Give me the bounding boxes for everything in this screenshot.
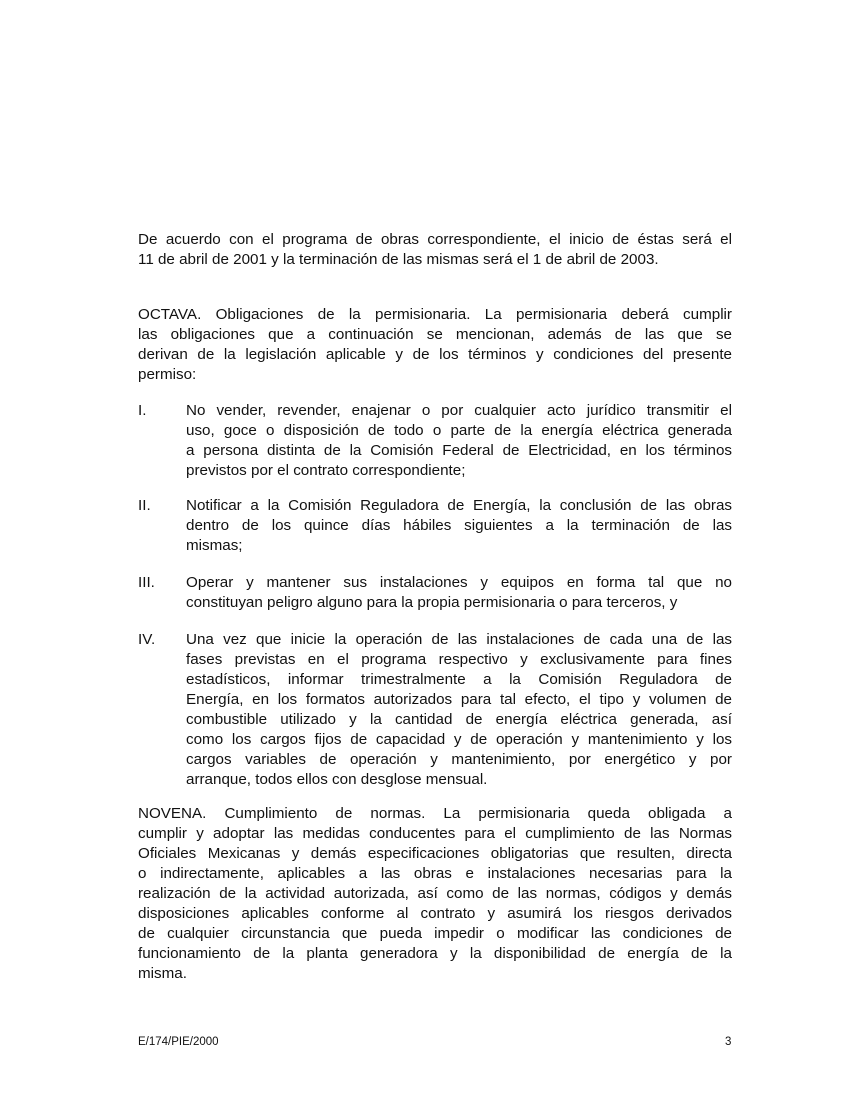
text-line: previstos por el contrato correspondiente; — [186, 462, 466, 479]
text-line: o indirectamente, aplicables a las obras e instalaciones necesarias para la — [138, 865, 732, 882]
text-line: estadísticos, informar trimestralmente a la Comisión Reguladora de — [186, 671, 732, 688]
list-item-number: IV. — [138, 631, 156, 648]
text-line: de cualquier circunstancia que pueda impedir o modificar las condiciones de — [138, 925, 732, 942]
text-line: Energía, en los formatos autorizados para tal efecto, el tipo y volumen de — [186, 691, 732, 708]
list-item-number: III. — [138, 574, 155, 591]
clause-octava — [138, 305, 732, 385]
text-line: derivan de la legislación aplicable y de los términos y condiciones del presente — [138, 346, 732, 363]
text-line: como los cargos fijos de capacidad y de operación y mantenimiento y los — [186, 731, 732, 748]
text-line: las obligaciones que a continuación se mencionan, además de las que se — [138, 326, 732, 343]
text-line: misma. — [138, 965, 187, 982]
text-line: 11 de abril de 2001 y la terminación de las mismas será el 1 de abril de 2003. — [138, 251, 659, 268]
text-line: constituyan peligro alguno para la propia permisionaria o para terceros, y — [186, 594, 678, 611]
clause-novena — [138, 804, 732, 984]
list-item-number: II. — [138, 497, 151, 514]
footer-document-id: E/174/PIE/2000 — [138, 1036, 219, 1048]
text-line: fases previstas en el programa respectivo y exclusivamente para fines — [186, 651, 732, 668]
text-line: permiso: — [138, 366, 197, 383]
text-line: a persona distinta de la Comisión Federal de Electricidad, en los términos — [186, 442, 732, 459]
paragraph-intro — [138, 230, 732, 270]
text-line: mismas; — [186, 537, 243, 554]
text-line: Una vez que inicie la operación de las instalaciones de cada una de las — [186, 631, 732, 648]
text-line: Notificar a la Comisión Reguladora de Energía, la conclusión de las obras — [186, 497, 732, 514]
text-line: cargos variables de operación y mantenimiento, por energético y por — [186, 751, 732, 768]
text-line: Oficiales Mexicanas y demás especificaciones obligatorias que resulten, directa — [138, 845, 732, 862]
text-line: No vender, revender, enajenar o por cualquier acto jurídico transmitir el — [186, 402, 732, 419]
text-line: Operar y mantener sus instalaciones y equipos en forma tal que no — [186, 574, 732, 591]
text-line: funcionamiento de la planta generadora y la disponibilidad de energía de la — [138, 945, 732, 962]
list-item-number: I. — [138, 402, 147, 419]
text-line: combustible utilizado y la cantidad de energía eléctrica generada, así — [186, 711, 732, 728]
text-line: uso, goce o disposición de todo o parte de la energía eléctrica generada — [186, 422, 732, 439]
text-line: cumplir y adoptar las medidas conducentes para el cumplimiento de las Normas — [138, 825, 732, 842]
text-line: dentro de los quince días hábiles siguientes a la terminación de las — [186, 517, 732, 534]
footer-page-number: 3 — [725, 1036, 732, 1048]
text-line: disposiciones aplicables conforme al contrato y asumirá los riesgos derivados — [138, 905, 732, 922]
text-line: NOVENA. Cumplimiento de normas. La permisionaria queda obligada a — [138, 805, 732, 822]
text-line: De acuerdo con el programa de obras correspondiente, el inicio de éstas será el — [138, 231, 732, 248]
text-line: realización de la actividad autorizada, así como de las normas, códigos y demás — [138, 885, 732, 902]
text-line: arranque, todos ellos con desglose mensual. — [186, 771, 488, 788]
text-line: OCTAVA. Obligaciones de la permisionaria. La permisionaria deberá cumplir — [138, 306, 732, 323]
